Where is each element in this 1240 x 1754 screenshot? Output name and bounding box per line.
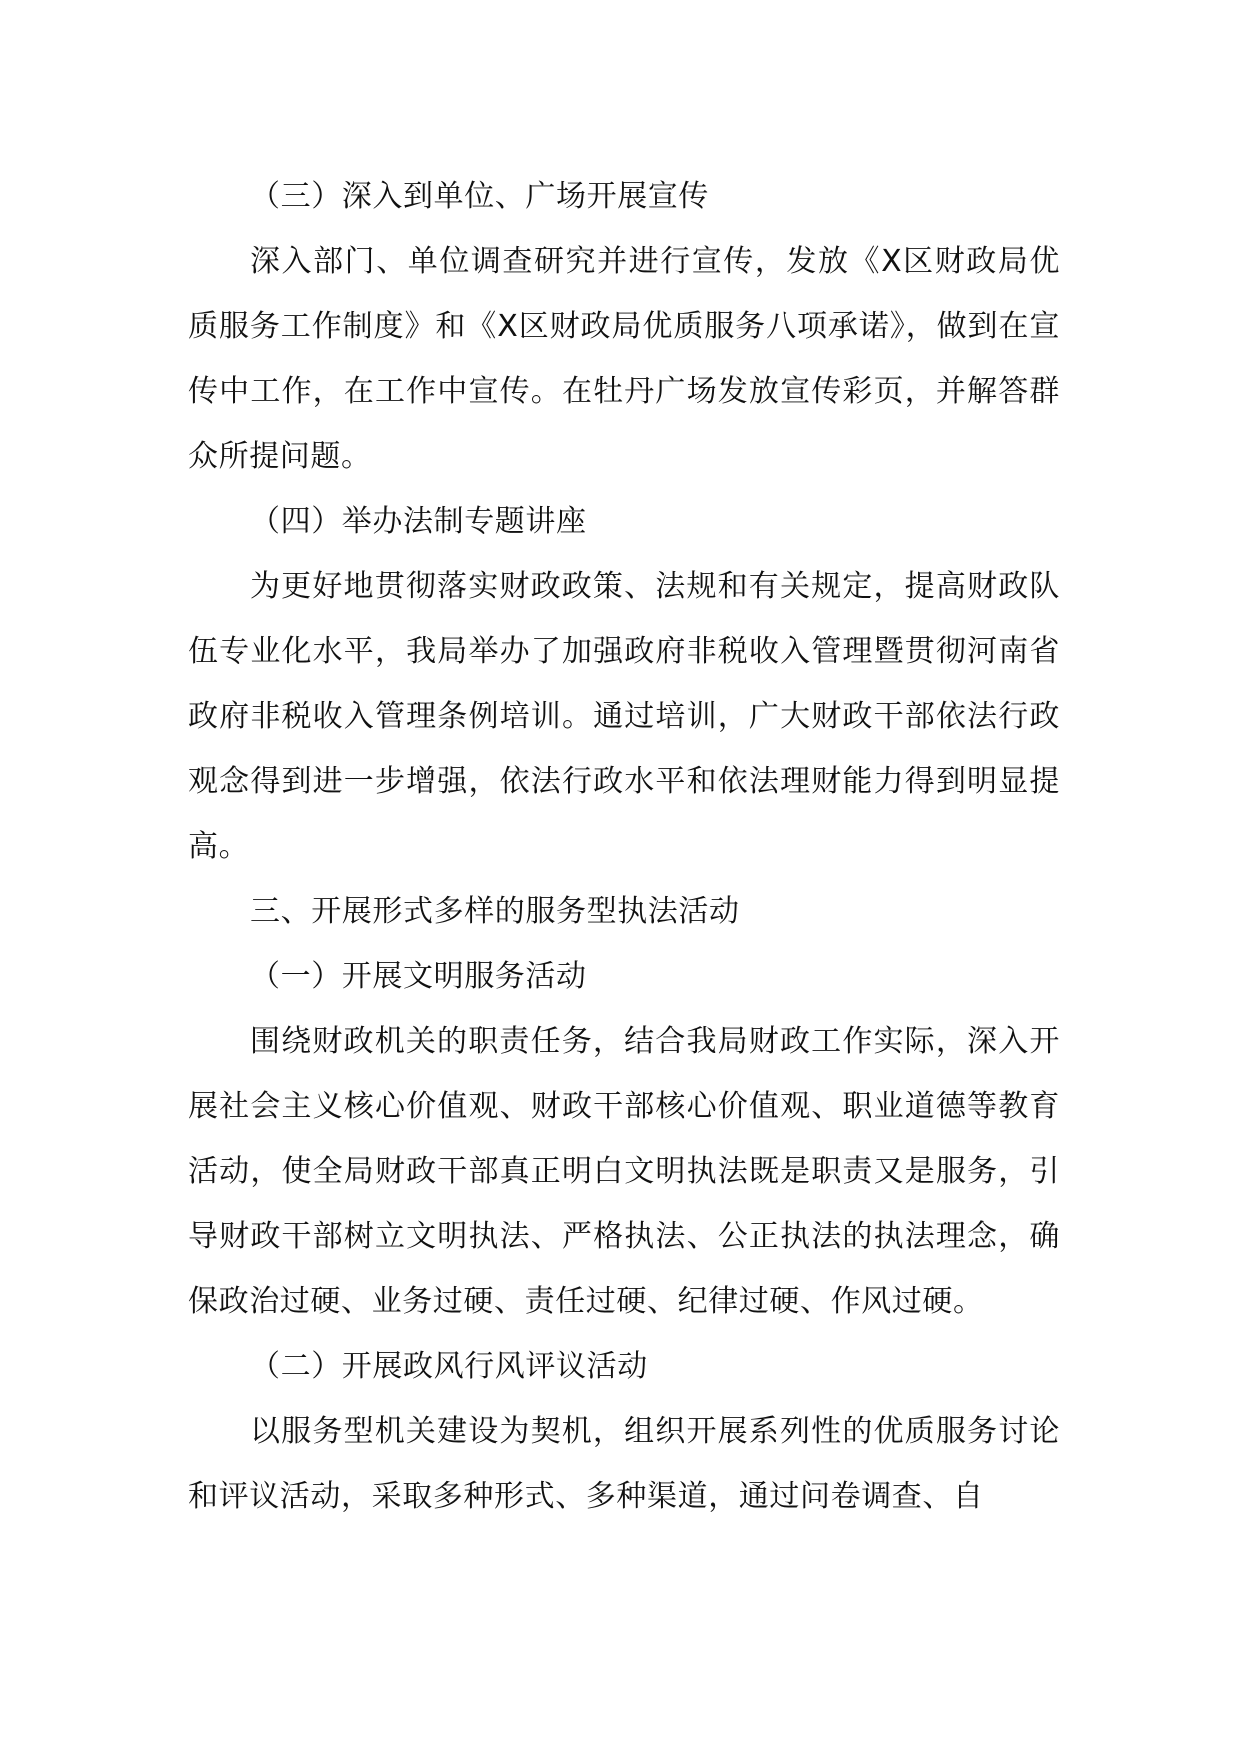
section-heading-3-2: （二）开展政风行风评议活动: [250, 1349, 648, 1384]
paragraph-civilized-service: 围绕财政机关的职责任务，结合我局财政工作实际，深入开展社会主义核心价值观、财政干部核心价值观、职业道德等教育活动，使全局财政干部真正明白文明执法既是职责又是服务，引导财政干部树立文明执法、严格执法、公正执法的执法理念，确保政治过硬、业务过硬、责任过硬、纪律过硬、作风过硬。: [188, 1024, 1060, 1319]
paragraph-publicity: 深入部门、单位调查研究并进行宣传，发放《X区财政局优质服务工作制度》和《X区财政局优质服务八项承诺》，做到在宣传中工作，在工作中宣传。在牡丹广场发放宣传彩页，并解答群众所提问题。: [188, 244, 1060, 474]
paragraph-legal-lecture: 为更好地贯彻落实财政政策、法规和有关规定，提高财政队伍专业化水平，我局举办了加强政府非税收入管理暨贯彻河南省政府非税收入管理条例培训。通过培训，广大财政干部依法行政观念得到进一步增强，依法行政水平和依法理财能力得到明显提高。: [188, 569, 1060, 864]
section-heading-3-4: （四）举办法制专题讲座: [250, 504, 587, 539]
document-body: [188, 164, 1060, 1529]
section-heading-3: 三、开展形式多样的服务型执法活动: [250, 894, 740, 929]
section-heading-3-3: （三）深入到单位、广场开展宣传: [250, 179, 709, 214]
paragraph-evaluation: 以服务型机关建设为契机，组织开展系列性的优质服务讨论和评议活动，采取多种形式、多种渠道，通过问卷调查、自: [188, 1414, 1060, 1514]
section-heading-3-1: （一）开展文明服务活动: [250, 959, 587, 994]
